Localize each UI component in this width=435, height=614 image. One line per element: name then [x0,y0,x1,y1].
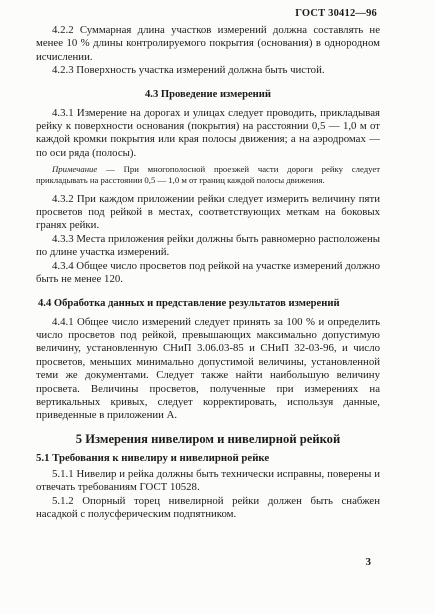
document-code-header: ГОСТ 30412—96 [295,8,377,19]
page-number: 3 [365,556,371,568]
paragraph-5-1-1: 5.1.1 Нивелир и рейка должны быть технически исправны, поверены и отвечать требованиям ГОСТ 10528. [36,467,380,494]
paragraph-4-2-3: 4.2.3 Поверхность участка измерений должна быть чистой. [52,64,325,77]
paragraph-4-3-4: 4.3.4 Общее число просветов под рейкой на участке измерений должно быть не менее 120. [36,259,380,286]
paragraph-4-3-3: 4.3.3 Места приложения рейки должны быть равномерно расположены по длине участка измерений. [36,232,380,259]
note-block [36,164,380,186]
paragraph-4-2-2: 4.2.2 Суммарная длина участков измерений должна составлять не менее 10 % длины контролируемого покрытия (основания) в однородном исчислении. [36,24,380,63]
paragraph-5-1-2: 5.1.2 Опорный торец нивелирной рейки должен быть снабжен насадкой с полусферическим подпятником. [36,494,380,520]
paragraph-4-3-1: 4.3.1 Измерение на дорогах и улицах следует проводить, прикладывая рейку к поверхности основания (покрытия) на расстоянии 0,5 — 1,0 м от каждой кромки покрытия или края полосы движения; а на аэродромах — по оси ряда (полосы). [36,106,380,159]
page-content [36,24,380,521]
heading-4-4: 4.4 Обработка данных и представление результатов измерений [38,297,340,309]
section-5-heading: 5 Измерения нивелиром и нивелирной рейкой [75,431,341,446]
paragraph-4-3-2: 4.3.2 При каждом приложении рейки следует измерить величину пяти просветов под рейкой в местах, соответствующих меткам на боковых гранях рейки. [36,192,380,232]
heading-4-3: 4.3 Проведение измерений [145,88,271,100]
paragraph-4-4-1: 4.4.1 Общее число измерений следует принять за 100 % и определить число просветов под рейкой, превышающих максимально допустимую величину, установленную СНиП 3.06.03-85 и СНиП 32-03-96, и число просветов, меньших минимально допустимой величины, установленной теми же документами. Следует также найти наибольшую величину просвета. Величины просветов, полученные при измерениях на вертикальных кривых, следует корректировать, используя данные, приведенные в приложении А. [36,315,380,422]
note-text: — При многополосной проезжей части дороги рейку следует прикладывать на расстоянии 0,5 — 1,0 м от границ каждой полосы движения. [36,164,381,186]
note-label: Примечание [52,164,98,175]
heading-5-1: 5.1 Требования к нивелиру и нивелирной рейке [36,451,270,464]
